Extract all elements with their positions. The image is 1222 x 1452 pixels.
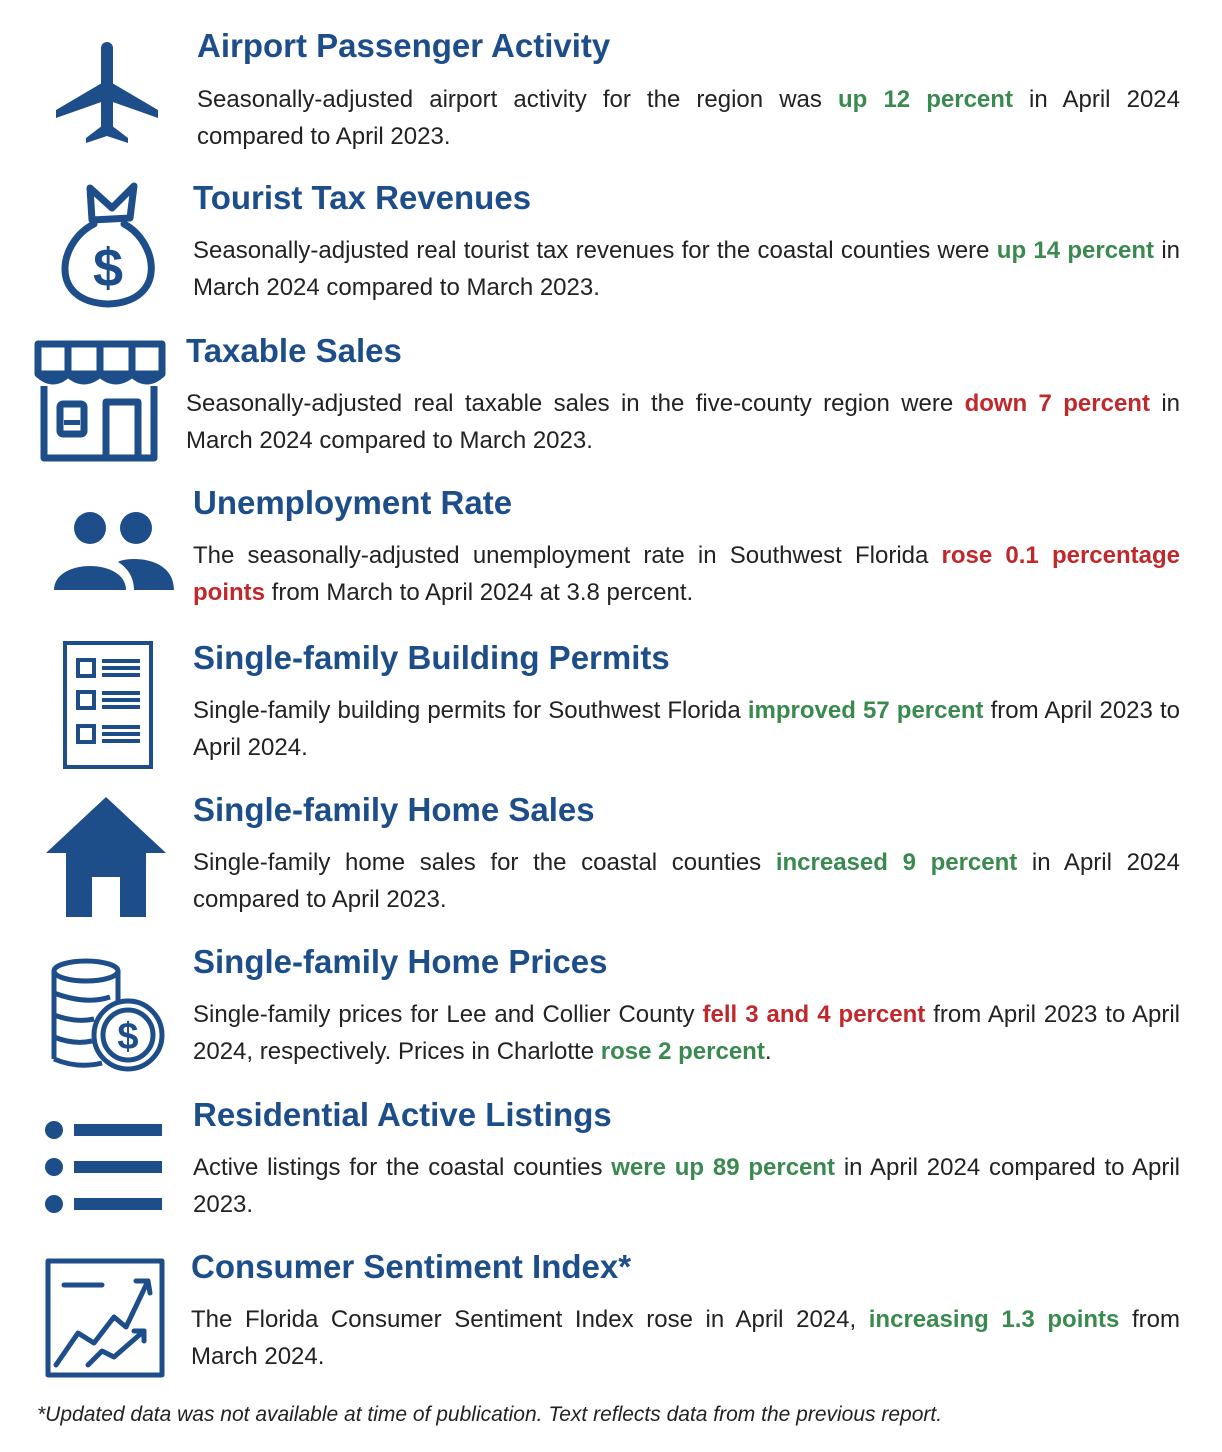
description-text: The Florida Consumer Sentiment Index rose in April 2024,: [191, 1306, 869, 1333]
description-text: in March 2024 compared to March 2023.: [193, 237, 1181, 301]
people-icon: [52, 510, 176, 594]
description-text: Seasonally-adjusted real taxable sales in the five-county region were: [186, 390, 965, 417]
description-text: Seasonally-adjusted real tourist tax revenues for the coastal counties were: [193, 237, 997, 264]
section-description: [193, 1149, 1180, 1223]
section-title: Airport Passenger Activity: [197, 27, 611, 64]
airplane-icon: [52, 38, 162, 148]
description-text: from March to April 2024 at 3.8 percent.: [265, 579, 694, 606]
description-text: Single-family prices for Lee and Collier County: [193, 1001, 703, 1028]
positive-change-highlight: were up 89 percent: [611, 1154, 836, 1181]
positive-change-highlight: increased 9 percent: [775, 849, 1018, 876]
section-description: [191, 1301, 1180, 1375]
description-text: Single-family home sales for the coastal counties: [193, 849, 776, 876]
footnote: *Updated data was not available at time of publication. Text reflects data from the previous report.: [37, 1403, 943, 1426]
description-text: The seasonally-adjusted unemployment rate in Southwest Florida: [193, 542, 942, 569]
section-title: Taxable Sales: [186, 332, 402, 369]
svg-text:$: $: [92, 238, 124, 298]
description-text: Active listings for the coastal counties: [193, 1154, 612, 1181]
section-title: Single-family Home Sales: [193, 791, 595, 828]
description-text: Seasonally-adjusted airport activity for the region was: [197, 86, 839, 113]
description-text: .: [764, 1038, 772, 1065]
negative-change-highlight: fell 3 and 4 percent: [702, 1001, 926, 1028]
bulleted-list-icon: [42, 1118, 164, 1216]
positive-change-highlight: increasing 1.3 points: [868, 1306, 1120, 1333]
description-text: in March 2024 compared to March 2023.: [186, 390, 1180, 454]
house-icon: [44, 795, 168, 919]
description-text: in April 2024 compared to April 2023.: [193, 849, 1180, 913]
trend-chart-icon: [44, 1257, 166, 1379]
section-title: Single-family Building Permits: [193, 639, 670, 676]
positive-change-highlight: up 14 percent: [996, 237, 1155, 264]
coin-stack-dollar-icon: [50, 957, 166, 1075]
svg-text:$: $: [117, 1016, 139, 1058]
section-title: Consumer Sentiment Index*: [191, 1248, 632, 1285]
section-description: [193, 537, 1180, 611]
section-description: [186, 385, 1180, 459]
section-title: Tourist Tax Revenues: [193, 179, 532, 216]
section-description: [193, 232, 1180, 306]
positive-change-highlight: up 12 percent: [838, 86, 1013, 113]
description-text: Single-family building permits for Southwest Florida: [193, 697, 748, 724]
storefront-icon: [34, 338, 166, 464]
checklist-document-icon: [62, 640, 154, 770]
description-text: from March 2024.: [191, 1306, 1180, 1370]
section-description: [193, 692, 1180, 766]
negative-change-highlight: rose 0.1 percentage points: [193, 542, 1180, 606]
section-title: Single-family Home Prices: [193, 943, 608, 980]
section-description: [193, 996, 1180, 1070]
section-description: [197, 81, 1180, 155]
section-description: [193, 844, 1180, 918]
section-title: Residential Active Listings: [193, 1096, 612, 1133]
description-text: from April 2023 to April 2024.: [193, 697, 1180, 761]
description-text: in April 2024 compared to April 2023.: [197, 86, 1181, 150]
description-text: from April 2023 to April 2024, respectively. Prices in Charlotte: [193, 1001, 1181, 1065]
positive-change-highlight: rose 2 percent: [600, 1038, 765, 1065]
money-bag-icon: [50, 180, 166, 310]
positive-change-highlight: improved 57 percent: [747, 697, 984, 724]
section-title: Unemployment Rate: [193, 484, 513, 521]
negative-change-highlight: down 7 percent: [964, 390, 1150, 417]
description-text: in April 2024 compared to April 2023.: [193, 1154, 1180, 1218]
